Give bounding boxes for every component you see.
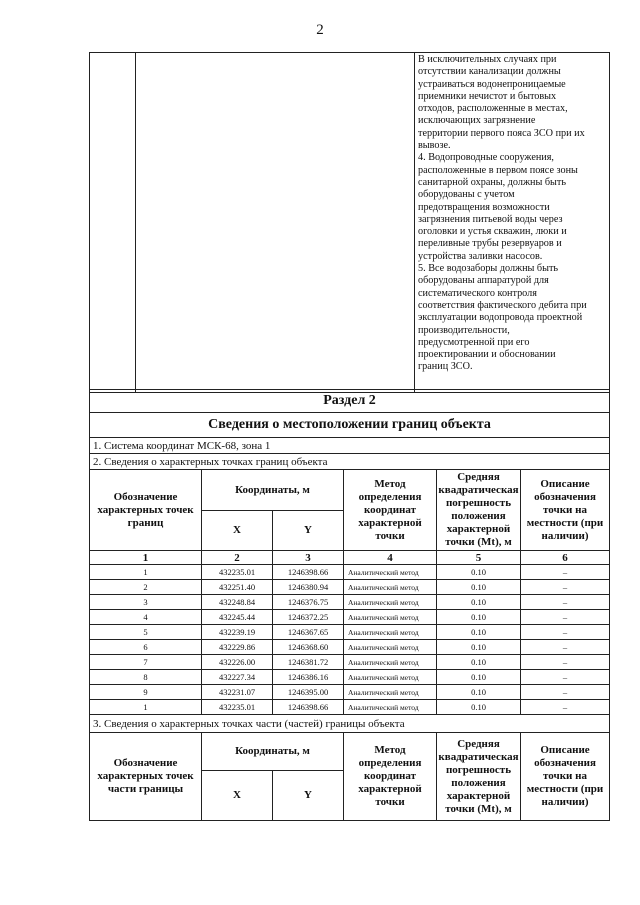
point-number: 5: [90, 625, 202, 640]
table-row: [90, 610, 610, 625]
requirements-text: [415, 53, 610, 393]
requirements-line: устройства заливки насосов.: [418, 250, 543, 262]
method-cell: Аналитический метод: [344, 625, 437, 640]
requirements-line: производительности,: [418, 324, 510, 336]
coord-y: 1246398.66: [273, 565, 344, 580]
table-row: [90, 670, 610, 685]
table-row: [90, 580, 610, 595]
point-number: 7: [90, 655, 202, 670]
header-y: Y: [273, 511, 344, 551]
description-cell: –: [521, 685, 610, 700]
t3-header-error: Средняя квадратическая погрешность положения характерной точки (Mt), м: [437, 733, 521, 821]
column-number: 2: [202, 551, 273, 565]
coord-x: 432245.44: [202, 610, 273, 625]
mt-cell: 0.10: [437, 640, 521, 655]
coord-x: 432227.34: [202, 670, 273, 685]
requirements-line: проектировании и обосновании: [418, 349, 556, 361]
section-subtitle: Сведения о местоположении границ объекта: [90, 413, 610, 438]
column-number: 4: [344, 551, 437, 565]
description-cell: –: [521, 580, 610, 595]
coord-x: 432226.00: [202, 655, 273, 670]
table-row: [90, 625, 610, 640]
point-number: 9: [90, 685, 202, 700]
empty-cell: [90, 53, 136, 393]
header-coordinates: Координаты, м: [202, 470, 344, 511]
coord-x: 432248.84: [202, 595, 273, 610]
point-number: 6: [90, 640, 202, 655]
requirements-line: оборудованы аппаратурой для: [418, 275, 549, 287]
requirements-line: эксплуатации водопровода проектной: [418, 312, 583, 324]
column-number: 3: [273, 551, 344, 565]
method-cell: Аналитический метод: [344, 595, 437, 610]
table-row: [90, 685, 610, 700]
coord-x: 432229.86: [202, 640, 273, 655]
requirements-line: предусмотренной при его: [418, 336, 530, 348]
requirements-line: предотвращения возможности: [418, 201, 550, 213]
description-cell: –: [521, 670, 610, 685]
coord-y: 1246372.25: [273, 610, 344, 625]
requirements-line: санитарной охраны, должны быть: [418, 176, 566, 188]
requirements-line: В исключительных случаях при: [418, 54, 557, 65]
coord-x: 432235.01: [202, 565, 273, 580]
coord-x: 432235.01: [202, 700, 273, 715]
column-number: 5: [437, 551, 521, 565]
requirements-line: переливные трубы резервуаров и: [418, 238, 562, 250]
coordinate-system: 1. Система координат МСК-68, зона 1: [90, 438, 610, 454]
coord-y: 1246376.75: [273, 595, 344, 610]
method-cell: Аналитический метод: [344, 685, 437, 700]
t3-header-coordinates: Координаты, м: [202, 733, 344, 771]
header-method: Метод определения координат характерной точки: [344, 470, 437, 551]
description-cell: –: [521, 625, 610, 640]
requirements-line: загрязнения питьевой воды через: [418, 213, 563, 225]
description-cell: –: [521, 595, 610, 610]
description-cell: –: [521, 565, 610, 580]
t3-header-y: Y: [273, 771, 344, 821]
requirements-line: оборудованы с учетом: [418, 189, 515, 201]
mt-cell: 0.10: [437, 580, 521, 595]
column-numbers-row: [90, 551, 610, 565]
table3-caption: 3. Сведения о характерных точках части (частей) границы объекта: [90, 715, 610, 733]
mt-cell: 0.10: [437, 685, 521, 700]
point-number: 1: [90, 700, 202, 715]
method-cell: Аналитический метод: [344, 610, 437, 625]
requirements-line: отходов, расположенные в местах,: [418, 103, 568, 115]
mt-cell: 0.10: [437, 655, 521, 670]
method-cell: Аналитический метод: [344, 700, 437, 715]
coord-y: 1246381.72: [273, 655, 344, 670]
mt-cell: 0.10: [437, 610, 521, 625]
column-number: 6: [521, 551, 610, 565]
table-row: [90, 565, 610, 580]
header-description: Описание обозначения точки на местности (при наличии): [521, 470, 610, 551]
header-designation: Обозначение характерных точек границ: [90, 470, 202, 551]
table-row: [90, 700, 610, 715]
coord-y: 1246398.66: [273, 700, 344, 715]
mt-cell: 0.10: [437, 700, 521, 715]
header-x: X: [202, 511, 273, 551]
t3-header-x: X: [202, 771, 273, 821]
method-cell: Аналитический метод: [344, 580, 437, 595]
description-cell: –: [521, 655, 610, 670]
t3-header-description: Описание обозначения точки на местности (при наличии): [521, 733, 610, 821]
mt-cell: 0.10: [437, 565, 521, 580]
t3-header-designation: Обозначение характерных точек части границы: [90, 733, 202, 821]
requirements-line: приемники нечистот и бытовых: [418, 90, 557, 102]
requirements-line: соответствия фактического дебита при: [418, 299, 587, 311]
method-cell: Аналитический метод: [344, 670, 437, 685]
column-number: 1: [90, 551, 202, 565]
requirements-line: вывозе.: [418, 140, 451, 152]
coord-x: 432239.19: [202, 625, 273, 640]
point-number: 1: [90, 565, 202, 580]
mt-cell: 0.10: [437, 595, 521, 610]
method-cell: Аналитический метод: [344, 655, 437, 670]
requirements-line: исключающих загрязнение: [418, 115, 536, 127]
table-row: [90, 595, 610, 610]
description-cell: –: [521, 700, 610, 715]
coord-y: 1246395.00: [273, 685, 344, 700]
point-number: 3: [90, 595, 202, 610]
section-title: Раздел 2: [90, 390, 610, 413]
requirements-line: территории первого пояса ЗСО при их: [418, 127, 585, 139]
boundary-points-table: [89, 389, 610, 821]
coord-y: 1246380.94: [273, 580, 344, 595]
requirements-line: систематического контроля: [418, 287, 537, 299]
mt-cell: 0.10: [437, 625, 521, 640]
method-cell: Аналитический метод: [344, 565, 437, 580]
mt-cell: 0.10: [437, 670, 521, 685]
coord-y: 1246368.60: [273, 640, 344, 655]
requirements-line: отсутствии канализации должны: [418, 66, 561, 78]
requirements-table: [89, 52, 610, 393]
requirements-line: устраиваться водонепроницаемые: [418, 78, 566, 90]
table-row: [90, 640, 610, 655]
requirements-line: расположенные в первом поясе зоны: [418, 164, 578, 176]
empty-cell: [136, 53, 415, 393]
header-error: Средняя квадратическая погрешность положения характерной точки (Mt), м: [437, 470, 521, 551]
point-number: 4: [90, 610, 202, 625]
table-row: [90, 655, 610, 670]
requirements-line: 4. Водопроводные сооружения,: [418, 152, 554, 164]
requirements-line: 5. Все водозаборы должны быть: [418, 263, 559, 275]
page-number: 2: [316, 22, 324, 38]
table2-caption: 2. Сведения о характерных точках границ объекта: [90, 454, 610, 470]
point-number: 2: [90, 580, 202, 595]
method-cell: Аналитический метод: [344, 640, 437, 655]
coord-x: 432231.07: [202, 685, 273, 700]
requirements-line: оголовки и устья скважин, люки и: [418, 226, 567, 238]
description-cell: –: [521, 640, 610, 655]
point-number: 8: [90, 670, 202, 685]
description-cell: –: [521, 610, 610, 625]
coord-x: 432251.40: [202, 580, 273, 595]
coord-y: 1246367.65: [273, 625, 344, 640]
t3-header-method: Метод определения координат характерной точки: [344, 733, 437, 821]
requirements-line: границ ЗСО.: [418, 361, 473, 373]
coord-y: 1246386.16: [273, 670, 344, 685]
